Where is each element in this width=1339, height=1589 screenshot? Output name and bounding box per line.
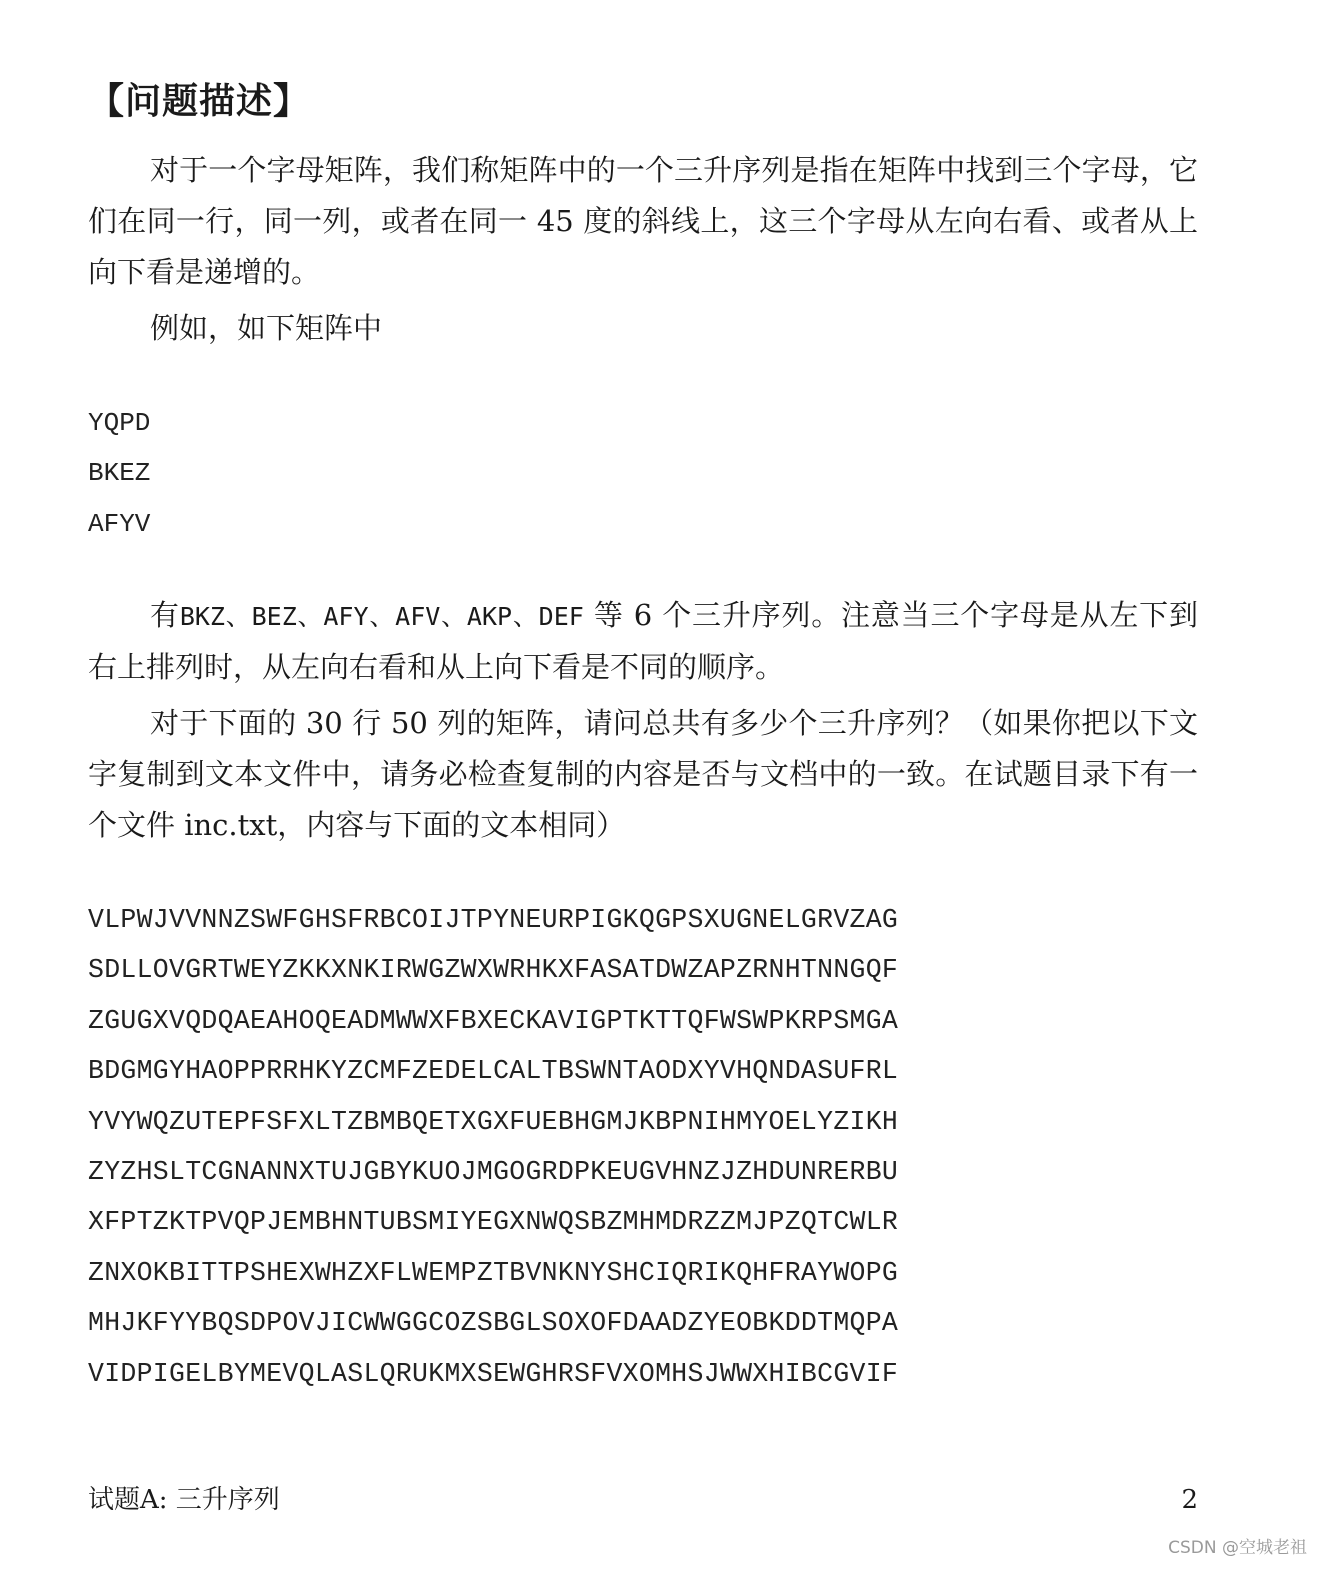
question-paragraph: 对于下面的 30 行 50 列的矩阵，请问总共有多少个三升序列？（如果你把以下文字复制到文本文件中，请务必检查复制的内容是否与文档中的一致。在试题目录下有一个文件 inc.txt，内容与下面的文本相同） <box>88 706 1198 842</box>
letter-matrix-row: VIDPIGELBYMEVQLASLQRUKMXSEWGHRSFVXOMHSJWWXHIBCGVIF <box>88 1358 899 1389</box>
letter-matrix-row: ZYZHSLTCGNANNXTUJGBYKUOJMGOGRDPKEUGVHNZJZHDUNRERBU <box>88 1156 899 1187</box>
watermark: CSDN @空城老祖 <box>1168 1538 1307 1558</box>
letter-matrix-row: XFPTZKTPVQPJEMBHNTUBSMIYEGXNWQSBZMHMDRZZMJPZQTCWLR <box>88 1207 899 1238</box>
example-sequences: BKZ、BEZ、AFY、AFV、AKP、DEF <box>179 602 584 631</box>
example-matrix-row: AFYV <box>88 508 151 539</box>
example-result-paragraph <box>88 590 1198 693</box>
letter-matrix-row: ZGUGXVQDQAEAHOQEADMWWXFBXECKAVIGPTKTTQFWSWPKRPSMGA <box>88 1005 899 1036</box>
example-matrix-row: YQPD <box>88 408 151 438</box>
example-result-suffix: 等 6 个三升序列。注意当三个字母是从左下到右上排列时，从左向右看和从上向下看是不同的顺序。 <box>88 598 1198 684</box>
example-matrix <box>88 398 150 549</box>
letter-matrix-row: YVYWQZUTEPFSFXLTZBMBQETXGXFUEBHGMJKBPNIHMYOELYZIKH <box>88 1106 899 1137</box>
problem-description-paragraph: 对于一个字母矩阵，我们称矩阵中的一个三升序列是指在矩阵中找到三个字母，它们在同一行，同一列，或者在同一 45 度的斜线上，这三个字母从左向右看、或者从上向下看是递增的。 <box>88 153 1198 289</box>
example-intro-paragraph: 例如，如下矩阵中 <box>150 311 383 345</box>
example-result-prefix: 有 <box>150 598 180 632</box>
footer-title: 试题A: 三升序列 <box>88 1485 280 1515</box>
letter-matrix-row: MHJKFYYBQSDPOVJICWWGGCOZSBGLSOXOFDAADZYEOBKDDTMQPA <box>88 1308 899 1339</box>
letter-matrix-row: SDLLOVGRTWEYZKKXNKIRWGZWXWRHKXFASATDWZAPZRNHTNNGQF <box>88 955 899 986</box>
letter-matrix-row: ZNXOKBITTPSHEXWHZXFLWEMPZTBVNKNYSHCIQRIKQHFRAYWOPG <box>88 1257 899 1288</box>
section-heading: 【问题描述】 <box>88 81 311 122</box>
example-matrix-row: BKEZ <box>88 458 151 489</box>
letter-matrix <box>88 895 898 1399</box>
page-number: 2 <box>1181 1485 1198 1515</box>
letter-matrix-row: VLPWJVVNNZSWFGHSFRBCOIJTPYNEURPIGKQGPSXUGNELGRVZAG <box>88 905 899 935</box>
letter-matrix-row: BDGMGYHAOPPRRHKYZCMFZEDELCALTBSWNTAODXYVHQNDASUFRL <box>88 1056 899 1087</box>
